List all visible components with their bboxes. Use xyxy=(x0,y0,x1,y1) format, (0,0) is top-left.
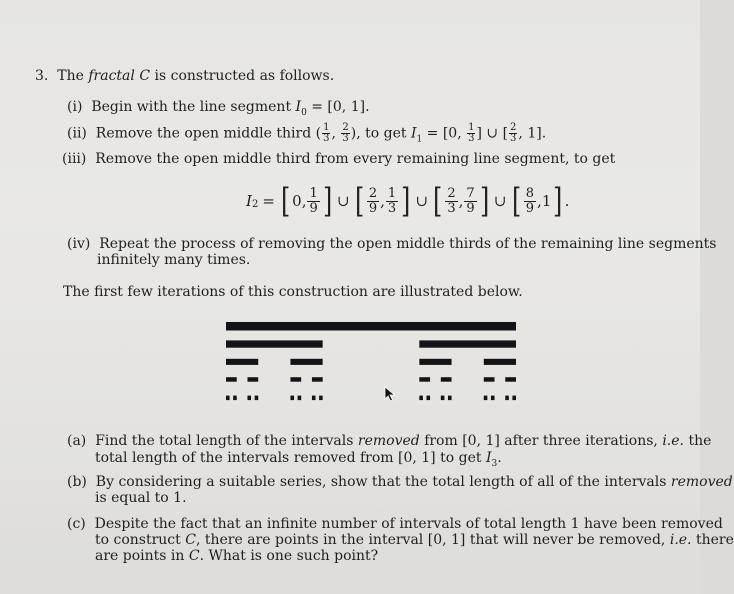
eq-equals: = xyxy=(262,192,275,210)
step-i-subscript: 0 xyxy=(301,107,307,118)
part-a-symbol: I xyxy=(485,450,492,466)
step-ii-union: ] ∪ [ xyxy=(476,125,509,142)
step-i xyxy=(67,99,370,121)
cantor-segment-level-4 xyxy=(491,396,495,401)
eq-zero: 0, xyxy=(292,192,307,210)
frac-two-thirds-b xyxy=(509,123,517,144)
step-iv-label: (iv) xyxy=(67,236,91,252)
eq-union-2: ∪ xyxy=(415,192,429,210)
part-a-cont xyxy=(95,450,502,472)
cantor-segment-level-4 xyxy=(426,396,430,401)
cantor-segment-level-0 xyxy=(226,322,516,331)
bracket-close-1: ] xyxy=(322,181,333,221)
cantor-segment-level-1 xyxy=(226,340,323,347)
frac-den: 3 xyxy=(468,133,475,144)
step-ii-subscript: 1 xyxy=(416,134,423,145)
frac-num: 1 xyxy=(468,122,475,133)
bracket-open-4: [ xyxy=(511,181,521,221)
cantor-segment-level-4 xyxy=(290,396,294,401)
part-a-the: the xyxy=(688,433,712,449)
step-ii-label: (ii) xyxy=(67,125,87,142)
part-a-removed: removed xyxy=(357,433,420,449)
cantor-segment-level-3 xyxy=(441,377,452,382)
cantor-segment-level-1 xyxy=(419,340,516,347)
frac-den: 9 xyxy=(368,200,378,216)
cantor-segment-level-3 xyxy=(312,377,323,382)
cantor-segment-level-2 xyxy=(226,359,258,365)
cantor-segment-level-3 xyxy=(247,377,258,382)
step-i-equation: = [0, 1]. xyxy=(311,99,370,115)
illustration-caption: The first few iterations of this construction are illustrated below. xyxy=(63,284,523,300)
part-c-text-3-pre: are points in xyxy=(95,548,185,564)
bracket-open-1: [ xyxy=(280,181,291,221)
eq-frac-7-9 xyxy=(464,187,476,216)
cantor-segment-level-2 xyxy=(484,359,516,365)
cantor-segment-level-2 xyxy=(290,359,322,365)
step-ii-end: , 1]. xyxy=(518,125,547,142)
frac-two-thirds xyxy=(341,123,349,144)
step-iii xyxy=(62,151,615,167)
part-c-text-3-post: . What is one such point? xyxy=(199,548,379,564)
intro-fractal: fractal xyxy=(88,68,135,84)
step-iii-label: (iii) xyxy=(62,151,87,167)
part-a-subscript: 3 xyxy=(491,458,498,469)
step-i-symbol: I xyxy=(295,99,302,115)
step-i-label: (i) xyxy=(67,99,83,115)
part-a-dot: . xyxy=(497,450,502,466)
step-ii-eq: = [0, xyxy=(426,125,462,142)
eq-one: ,1 xyxy=(537,192,552,210)
part-c xyxy=(67,516,723,532)
frac-den: 9 xyxy=(309,200,318,216)
cantor-segment-level-4 xyxy=(505,396,509,401)
part-c-text-1: Despite the fact that an infinite number of intervals of total length 1 have been removed xyxy=(94,516,723,532)
cantor-segment-level-4 xyxy=(441,396,445,401)
step-iii-text: Remove the open middle third from every remaining line segment, to get xyxy=(95,151,616,167)
cantor-segment-level-4 xyxy=(255,396,259,401)
intro-post: is constructed as follows. xyxy=(154,68,335,84)
frac-den: 3 xyxy=(387,200,397,216)
eq-lhs: I xyxy=(246,192,252,210)
cantor-segment-level-4 xyxy=(298,396,302,401)
cantor-segment-level-3 xyxy=(290,377,301,382)
part-c-label: (c) xyxy=(67,516,86,532)
cantor-segment-level-4 xyxy=(312,396,316,401)
frac-num: 2 xyxy=(447,185,456,201)
frac-num: 1 xyxy=(387,185,397,201)
question-header xyxy=(35,68,334,84)
part-a-label: (a) xyxy=(67,433,87,449)
eq-frac-2-3 xyxy=(445,187,457,216)
step-iv-text-2: infinitely many times. xyxy=(97,252,251,268)
frac-num: 1 xyxy=(309,185,318,201)
part-a xyxy=(67,433,711,449)
eq-frac-8-9 xyxy=(524,187,536,216)
part-b xyxy=(67,474,733,490)
mouse-pointer-icon xyxy=(384,386,396,402)
cantor-set-illustration xyxy=(226,318,516,418)
frac-num: 2 xyxy=(368,185,378,201)
bracket-close-4: ] xyxy=(553,181,563,221)
eq-frac-2-9 xyxy=(367,187,379,216)
cantor-segment-level-4 xyxy=(247,396,251,401)
part-c-symbol: C xyxy=(185,532,196,548)
eq-union-3: ∪ xyxy=(493,192,507,210)
bracket-open-2: [ xyxy=(354,181,364,221)
frac-num: 1 xyxy=(323,122,330,133)
part-b-cont: is equal to 1. xyxy=(95,490,187,506)
question-number: 3. xyxy=(35,68,49,84)
cantor-segment-level-4 xyxy=(319,396,323,401)
cantor-segment-level-4 xyxy=(448,396,452,401)
part-b-text-1: By considering a suitable series, show that the total length of all of the intervals xyxy=(95,474,667,490)
cantor-segment-level-3 xyxy=(226,377,237,382)
step-ii: (ii) Remove the open middle third ( $\frac{1}{3}$ , $\frac{2}{3}$ ), to get $I_1 = [0$, $\frac{1}{3}$ ] ∪ [ $\frac{2}{3}$ , 1]. xyxy=(67,122,547,145)
intro-pre: The xyxy=(57,68,84,84)
cantor-segment-level-4 xyxy=(512,396,516,401)
i2-equation: I $_2$ = [ 0, $\frac{1}{9}$ ] ∪ [ $\frac{2}{9}$ , $\frac{1}{3}$ ] ∪ [ $\frac{2}{3}$ , $\frac{7}{9}$ ] ∪ [ $\frac{8}{9}$ ,1 ] . xyxy=(246,181,570,221)
bracket-close-3: ] xyxy=(479,181,489,221)
bracket-close-2: ] xyxy=(401,181,411,221)
step-iv-cont xyxy=(97,252,250,268)
frac-den: 3 xyxy=(510,133,517,144)
cantor-segment-level-3 xyxy=(419,377,430,382)
part-c-symbol-2: C xyxy=(188,548,200,564)
cantor-segment-level-4 xyxy=(419,396,423,401)
frac-num: 2 xyxy=(510,122,517,133)
eq-frac-1-3 xyxy=(386,187,398,216)
eq-lhs-sub: 2 xyxy=(251,199,259,210)
part-c-cont-2 xyxy=(95,548,378,564)
frac-den: 9 xyxy=(466,200,475,216)
eq-end: . xyxy=(564,192,570,210)
cantor-segment-level-4 xyxy=(233,396,237,401)
frac-den: 3 xyxy=(447,200,456,216)
cantor-segment-level-4 xyxy=(484,396,488,401)
frac-den: 9 xyxy=(525,200,535,216)
frac-one-third-b xyxy=(467,123,475,144)
frac-one-third xyxy=(322,123,330,144)
part-a-text-post: from [0, 1] after three iterations, xyxy=(424,433,658,449)
eq-union-1: ∪ xyxy=(337,192,350,210)
cantor-segment-level-3 xyxy=(484,377,495,382)
frac-den: 3 xyxy=(323,133,330,144)
frac-num: 7 xyxy=(466,185,475,201)
step-ii-text: Remove the open middle third ( xyxy=(95,125,322,142)
part-c-ie: i.e. xyxy=(669,532,692,548)
part-a-text-pre: Find the total length of the intervals xyxy=(95,433,354,449)
frac-num: 8 xyxy=(525,185,535,201)
step-i-text: Begin with the line segment xyxy=(91,99,292,115)
cantor-segment-level-4 xyxy=(226,396,230,401)
intro-c: C xyxy=(139,68,151,84)
step-ii-symbol: I xyxy=(410,125,417,142)
part-a-text-2: total length of the intervals removed from [0, 1] to get xyxy=(95,450,482,466)
bracket-open-3: [ xyxy=(433,181,443,221)
step-iv-text-1: Repeat the process of removing the open middle thirds of the remaining line segments xyxy=(99,236,717,252)
part-c-there: there xyxy=(695,532,734,548)
frac-den: 3 xyxy=(342,133,349,144)
part-c-cont-1 xyxy=(95,532,734,548)
step-ii-mid: ), to get xyxy=(350,125,407,142)
cantor-segment-level-3 xyxy=(505,377,516,382)
cantor-segment-level-2 xyxy=(419,359,451,365)
frac-num: 2 xyxy=(342,122,349,133)
part-a-ie: i.e. xyxy=(662,433,684,449)
step-iv xyxy=(67,236,716,252)
part-c-text-2-pre: to construct xyxy=(95,532,181,548)
part-b-removed: removed xyxy=(670,474,733,490)
eq-frac-1-9 xyxy=(307,187,319,216)
part-b-label: (b) xyxy=(67,474,87,490)
part-c-text-2-post: , there are points in the interval [0, 1] that will never be removed, xyxy=(195,532,666,548)
